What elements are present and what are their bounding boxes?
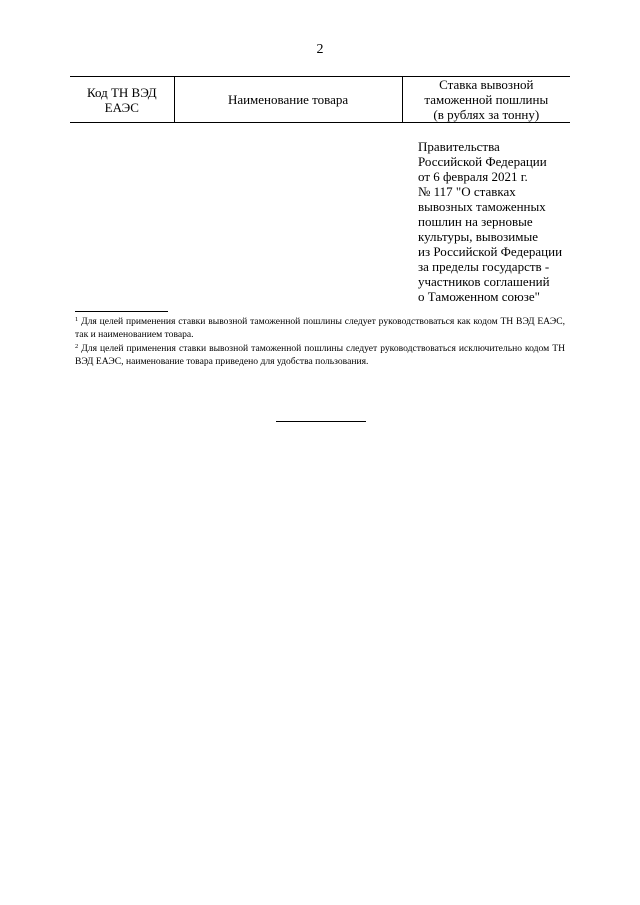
column-header-name: [174, 77, 402, 123]
footnote-text: Для целей применения ставки вывозной таможенной пошлины следует руководствоваться как кодом ТН ВЭД ЕАЭС, так и наименованием товара.: [75, 316, 565, 340]
note-line: из Российской Федерации: [418, 244, 563, 259]
column-header-name-label: Наименование товара: [227, 92, 349, 107]
note-line: участников соглашений: [418, 274, 550, 289]
column-header-code: [70, 77, 174, 123]
column-header-rate: [402, 77, 570, 123]
note-line: Правительства: [418, 139, 500, 154]
column-header-rate-line: Ставка вывозной: [439, 77, 534, 92]
resolution-reference-note: [418, 139, 578, 304]
column-header-rate-line: (в рублях за тонну): [433, 107, 540, 122]
footnote-marker: 1: [75, 316, 79, 323]
footnote-marker: 2: [75, 343, 79, 350]
footnote-separator: [75, 311, 168, 312]
footnote-text: Для целей применения ставки вывозной таможенной пошлины следует руководствоваться исключительно кодом ТН ВЭД ЕАЭС, наименование товара приведено для удобства пользования.: [75, 343, 565, 367]
column-header-rate-line: таможенной пошлины: [424, 92, 549, 107]
note-line: о Таможенном союзе": [418, 289, 540, 304]
page-number: 2: [316, 42, 324, 57]
footnotes: [75, 314, 565, 368]
note-line: от 6 февраля 2021 г.: [418, 169, 528, 184]
footnote-1: [75, 314, 565, 341]
note-line: пошлин на зерновые: [418, 214, 533, 229]
column-header-code-line: ЕАЭС: [104, 99, 139, 115]
note-line: № 117 "О ставках: [418, 184, 516, 199]
note-line: за пределы государств -: [418, 259, 550, 274]
note-line: вывозных таможенных: [418, 199, 546, 214]
tariff-table-header: [70, 76, 570, 123]
note-line: Российской Федерации: [418, 154, 547, 169]
footnote-2: [75, 341, 565, 368]
table-header-row: [70, 77, 570, 123]
note-line: культуры, вывозимые: [418, 229, 538, 244]
column-header-code-line: Код ТН ВЭД: [86, 84, 157, 100]
document-end-line: [276, 421, 366, 422]
